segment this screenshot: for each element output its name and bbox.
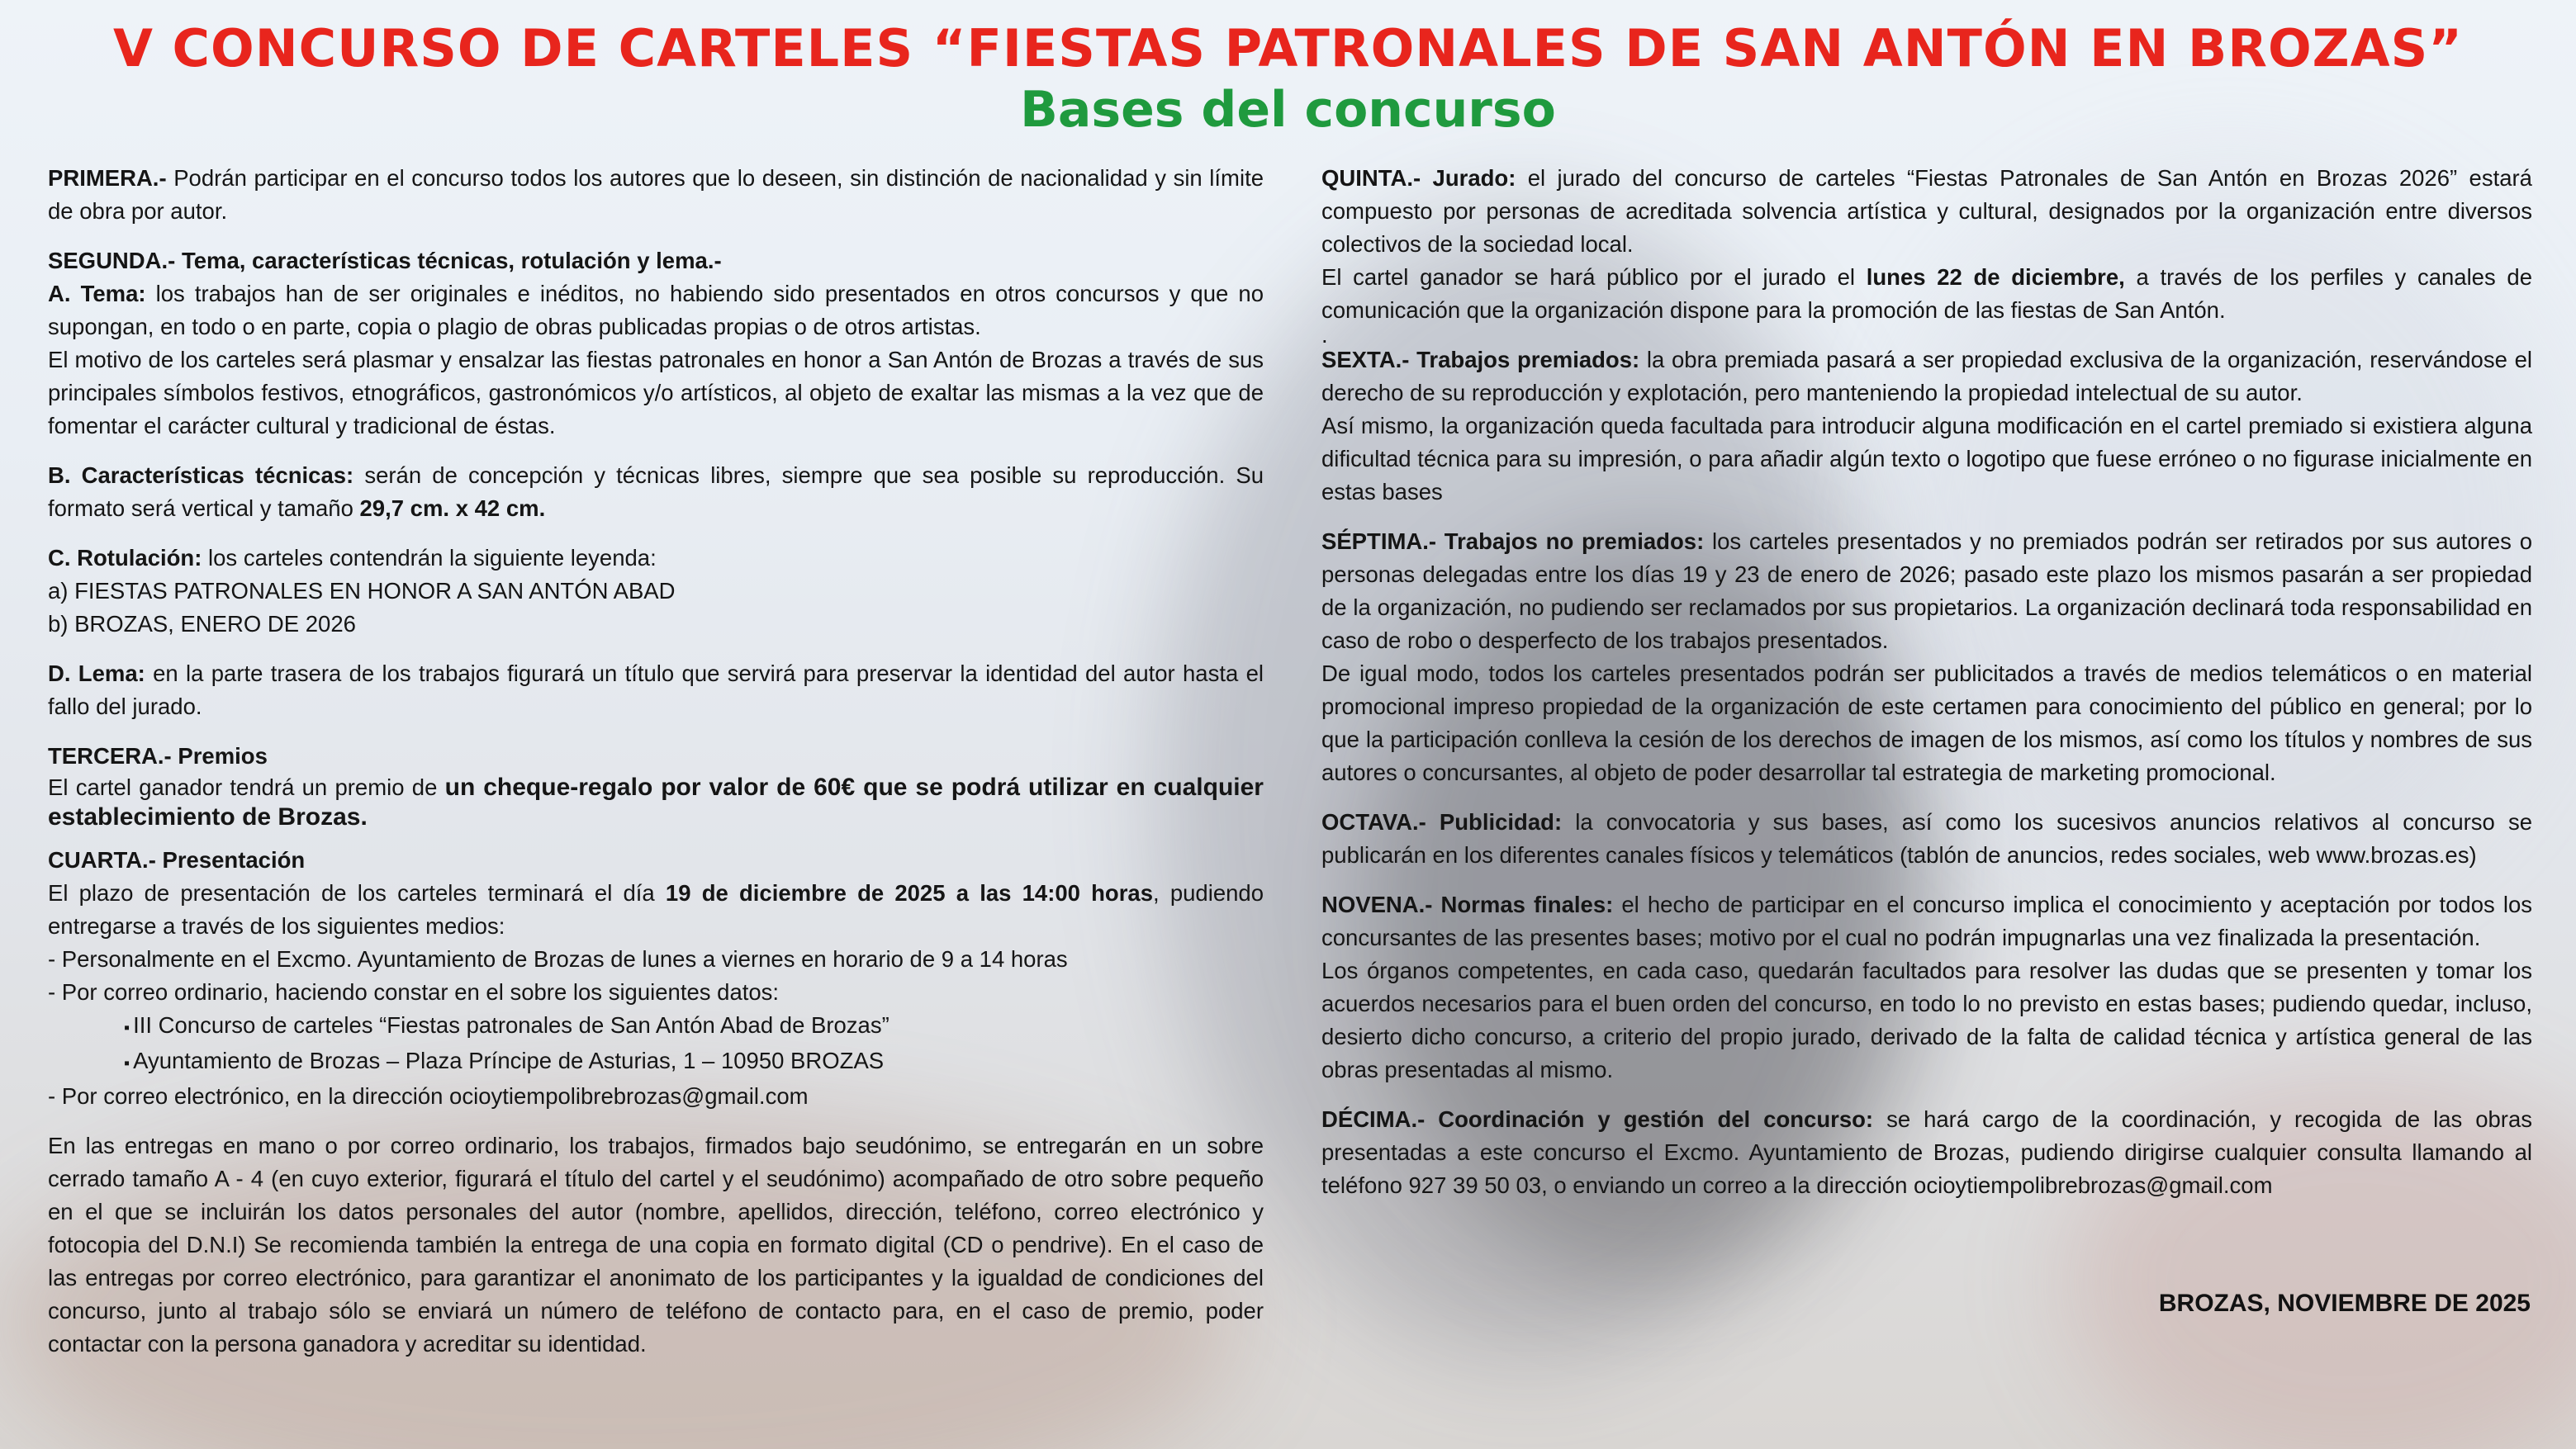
clause-segunda-a-2: El motivo de los carteles será plasmar y ensalzar las fiestas patronales en honor a San Antón de Brozas a través de sus principales símbolos festivos, etnográficos, gastronómicos y/o artísticos, al objeto de exaltar las mismas a la vez que de fomentar el carácter cultural y tradicional de éstas. [48,347,1264,438]
left-column [48,162,1264,1361]
clause-cuarta-heading: CUARTA.- Presentación [48,847,306,873]
page-subtitle: Bases del concurso [1020,81,1556,139]
clause-segunda-heading: SEGUNDA.- Tema, características técnicas, rotulación y lema.- [48,248,722,273]
clause-novena: NOVENA.- Normas finales: el hecho de participar en el concurso implica el conocimiento y aceptación por todos los concursantes de las presentes bases; motivo por el cual no podrán impugnarlas una vez finalizada la presentación. [1321,892,2532,950]
medio-email: - Por correo electrónico, en la dirección ocioytiempolibrebrozas@gmail.com [48,1083,809,1109]
clause-segunda-b: B. Características técnicas: serán de concepción y técnicas libres, siempre que sea posible su reproducción. Su formato será vertical y tamaño 29,7 cm. x 42 cm. [48,462,1264,521]
signature-date: BROZAS, NOVIEMBRE DE 2025 [2158,1290,2531,1317]
clause-cuarta: El plazo de presentación de los carteles terminará el día 19 de diciembre de 2025 a las 14:00 horas, pudiendo entregarse a través de los siguientes medios: [48,880,1264,939]
clause-segunda-a: A. Tema: los trabajos han de ser originales e inéditos, no habiendo sido presentados en otros concursos y que no supongan, en todo o en parte, copia o plagio de obras publicadas propias o de otros artistas. [48,281,1264,339]
medio-personal: - Personalmente en el Excmo. Ayuntamiento de Brozas de lunes a viernes en horario de 9 a 14 horas [48,946,1068,972]
clause-quinta: QUINTA.- Jurado: el jurado del concurso de carteles “Fiestas Patronales de San Antón en Brozas 2026” estará compuesto por personas de acreditada solvencia artística y cultural, designados por la organización entre diversos colectivos de la sociedad local. [1321,165,2532,257]
clause-tercera: El cartel ganador tendrá un premio de un cheque-regalo por valor de 60€ que se podrá utilizar en cualquier establecimiento de Brozas. [48,774,1264,831]
clause-tercera-heading: TERCERA.- Premios [48,743,268,769]
medio-correo: - Por correo ordinario, haciendo constar en el sobre los siguientes datos: [48,979,780,1005]
clause-sexta: SEXTA.- Trabajos premiados: la obra premiada pasará a ser propiedad exclusiva de la organización, reservándose el derecho de su reproducción y explotación, pero manteniendo la propiedad intelectual de su autor. [1321,347,2532,405]
clause-decima: DÉCIMA.- Coordinación y gestión del concurso: se hará cargo de la coordinación, y recogida de las obras presentadas a este concurso el Excmo. Ayuntamiento de Brozas, pudiendo dirigirse cualquier consulta llamando al teléfono 927 39 50 03, o enviando un correo a la dirección ocioytiempolibrebrozas@gmail.com [1321,1106,2532,1198]
clause-entregas: En las entregas en mano o por correo ordinario, los trabajos, firmados bajo seudónimo, se entregarán en un sobre cerrado tamaño A - 4 (en cuyo exterior, figurará el título del cartel y el seudónimo) acompañado de otro sobre pequeño en el que se incluirán los datos personales del autor (nombre, apellidos, dirección, teléfono, correo electrónico y fotocopia del D.N.I) Se recomienda también la entrega de una copia en formato digital (CD o pendrive). En el caso de las entregas por correo electrónico, para garantizar el anonimato de los participantes y la igualdad de condiciones del concurso, junto al trabajo sólo se enviará un número de teléfono de contacto para, en el caso de premio, poder contactar con la persona ganadora y acreditar su identidad. [48,1133,1264,1357]
clause-septima: SÉPTIMA.- Trabajos no premiados: los carteles presentados y no premiados podrán ser retirados por sus autores o personas delegadas entre los días 19 y 23 de enero de 2026; pasado este plazo los mismos pasarán a ser propiedad de la organización, no pudiendo ser reclamados por sus propietarios. La organización declinará toda responsabilidad en caso de robo o desperfecto de los trabajos presentados. [1321,528,2532,653]
clause-segunda-c-a: a) FIESTAS PATRONALES EN HONOR A SAN ANTÓN ABAD [48,578,676,604]
clause-segunda-c: C. Rotulación: los carteles contendrán la siguiente leyenda: [48,545,657,571]
clause-primera: PRIMERA.- Podrán participar en el concurso todos los autores que lo deseen, sin distinción de nacionalidad y sin límite de obra por autor. [48,165,1264,224]
clause-quinta-2: El cartel ganador se hará público por el jurado el lunes 22 de diciembre, a través de los perfiles y canales de comunicación que la organización dispone para la promoción de las fiestas de San Antón. [1321,264,2533,323]
clause-septima-2: De igual modo, todos los carteles presentados podrán ser publicitados a través de medios telemáticos o en material promocional impreso propiedad de la organización de este certamen para conocimiento del público en general; por lo que la participación conlleva la cesión de los derechos de imagen de los mismos, así como los títulos y nombres de sus autores o concursantes, al objeto de poder desarrollar tal estrategia de marketing promocional. [1321,661,2532,785]
clause-octava: OCTAVA.- Publicidad: la convocatoria y sus bases, así como los sucesivos anuncios relativos al concurso se publicarán en los diferentes canales físicos y telemáticos (tablón de anuncios, redes sociales, web www.brozas.es) [1321,809,2532,868]
bullet-item: ▪ Ayuntamiento de Brozas – Plaza Príncipe de Asturias, 1 – 10950 BROZAS [48,1044,1264,1080]
right-column [1321,162,2532,1202]
clause-sexta-2: Así mismo, la organización queda facultada para introducir alguna modificación en el cartel premiado si existiera alguna dificultad técnica para su impresión, o para añadir algún texto o logotipo que fuese erróneo o no figurase inicialmente en estas bases [1321,413,2532,504]
clause-novena-2: Los órganos competentes, en cada caso, quedarán facultados para resolver las dudas que se presenten y tomar los acuerdos necesarios para el buen orden del concurso, en todo lo no previsto en estas bases; pudiendo quedar, incluso, desierto dicho concurso, a criterio del propio jurado, derivado de la falta de calidad técnica y artística general de las obras presentadas al mismo. [1321,958,2532,1082]
page-title: V CONCURSO DE CARTELES “FIESTAS PATRONALES DE SAN ANTÓN EN BROZAS” [112,18,2463,78]
separator-dot: . [1321,322,1328,348]
clause-segunda-c-b: b) BROZAS, ENERO DE 2026 [48,611,356,637]
clause-segunda-d: D. Lema: en la parte trasera de los trabajos figurará un título que servirá para preservar la identidad del autor hasta el fallo del jurado. [48,661,1264,719]
bullet-item: ▪ III Concurso de carteles “Fiestas patronales de San Antón Abad de Brozas” [48,1009,1264,1044]
